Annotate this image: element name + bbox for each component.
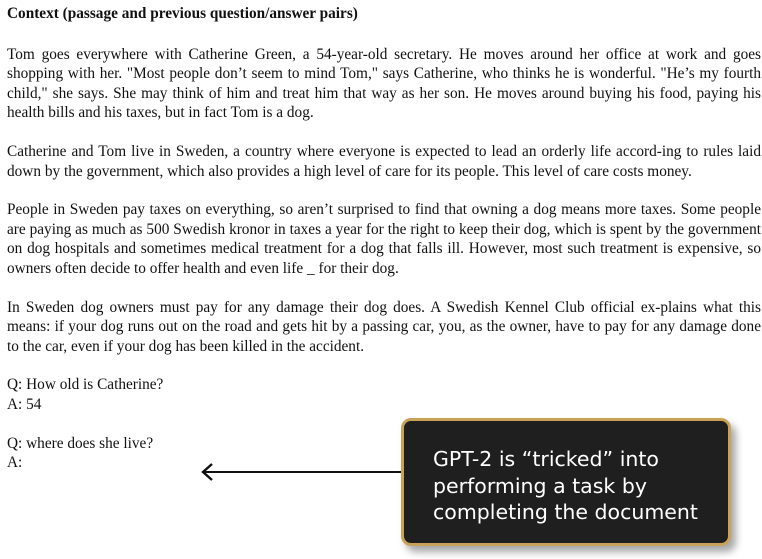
answer-1: A: 54 [7, 395, 42, 413]
callout-text: GPT-2 is “tricked” into performing a task by completing the document [433, 447, 698, 524]
annotation-callout [401, 418, 731, 546]
pointer-arrow-icon [198, 460, 408, 484]
answer-2: A: [7, 454, 23, 472]
paragraph-4: In Sweden dog owners must pay for any damage their dog does. A Swedish Kennel Club official ex-plains what this means: if your dog runs out on the road and gets hit by a passing car, you, as the owner, have to pay for any damage done to the car, even if your dog has been killed in the accident. [7, 298, 761, 355]
question-2: Q: where does she live? [7, 434, 154, 452]
paragraph-2: Catherine and Tom live in Sweden, a country where everyone is expected to lead an orderly life accord-ing to rules laid down by the government, which also provides a high level of care for its people. This level of care costs money. [7, 142, 761, 180]
qa-pair-1 [7, 375, 761, 414]
question-1: Q: How old is Catherine? [7, 376, 164, 394]
context-heading: Context (passage and previous question/answer pairs) [7, 5, 358, 22]
paragraph-1: Tom goes everywhere with Catherine Green, a 54-year-old secretary. He moves around her office at work and goes shopping with her. "Most people don’t seem to mind Tom," says Catherine, who thinks he is wonderful. "He’s my fourth child," she says. She may think of him and treat him that way as her son. He moves around buying his food, paying his health bills and his taxes, but in fact Tom is a dog. [7, 45, 761, 122]
paragraph-3: People in Sweden pay taxes on everything, so aren’t surprised to find that owning a dog means more taxes. Some people are paying as much as 500 Swedish kronor in taxes a year for the right to keep their dog, which is spent by the government on dog hospitals and sometimes medical treatment for a dog that falls ill. However, most such treatment is expensive, so owners often decide to offer health and even life _ for their dog. [7, 201, 761, 277]
